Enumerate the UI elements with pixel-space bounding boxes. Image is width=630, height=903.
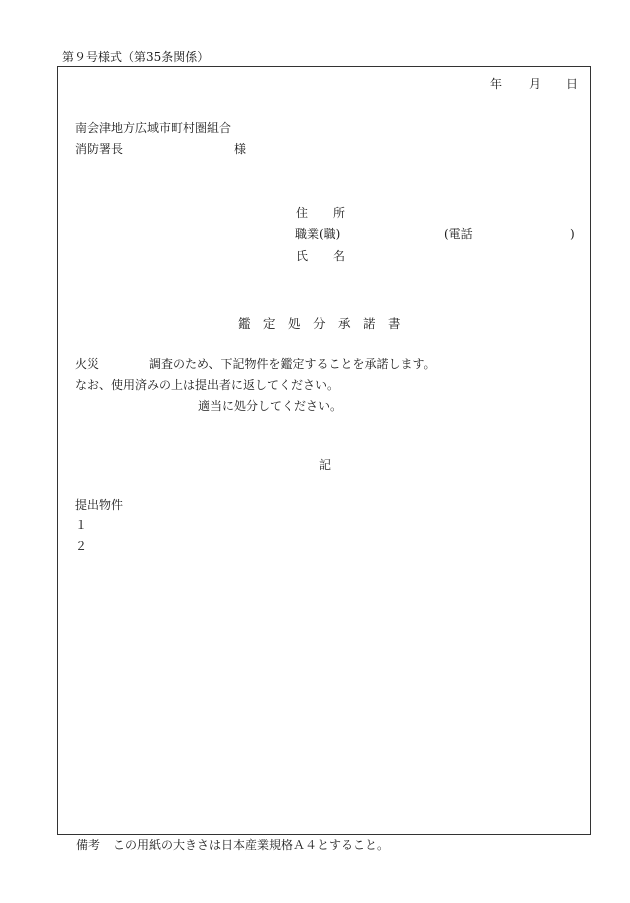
note-label: 備考 [76,838,101,852]
document-title: 鑑 定 処 分 承 諾 書 [238,316,401,331]
address-label-part1: 住 [296,206,309,220]
addressee-honorific: 様 [234,142,247,156]
dispose-option: 適当に処分してください。 [198,399,343,413]
submitted-items-label: 提出物件 [75,498,124,512]
consent-sentence: 調査のため、下記物件を鑑定することを承諾します。 [149,357,436,371]
name-label-part1: 氏 [296,249,309,263]
form-number: 第９号様式（第35条関係） [62,50,210,64]
submitted-item-1: １ [75,518,88,532]
date-day-label: 日 [566,77,579,91]
phone-close-paren: ) [570,227,575,241]
phone-open-label: (電話 [444,227,473,241]
record-heading: 記 [319,458,332,472]
return-option: なお、使用済みの上は提出者に返してください。 [75,378,340,392]
form-border [57,66,591,835]
occupation-label: 職業(職) [295,227,341,241]
name-label-part2: 名 [333,249,346,263]
date-year-label: 年 [490,77,503,91]
note-text: この用紙の大きさは日本産業規格Ａ４とすること。 [113,838,390,852]
addressee-title: 消防署長 [75,142,124,156]
date-month-label: 月 [529,77,542,91]
fire-label: 火災 [75,357,100,371]
address-label-part2: 所 [333,206,346,220]
submitted-item-2: ２ [75,539,88,553]
addressee-organization: 南会津地方広域市町村圏組合 [75,121,232,135]
